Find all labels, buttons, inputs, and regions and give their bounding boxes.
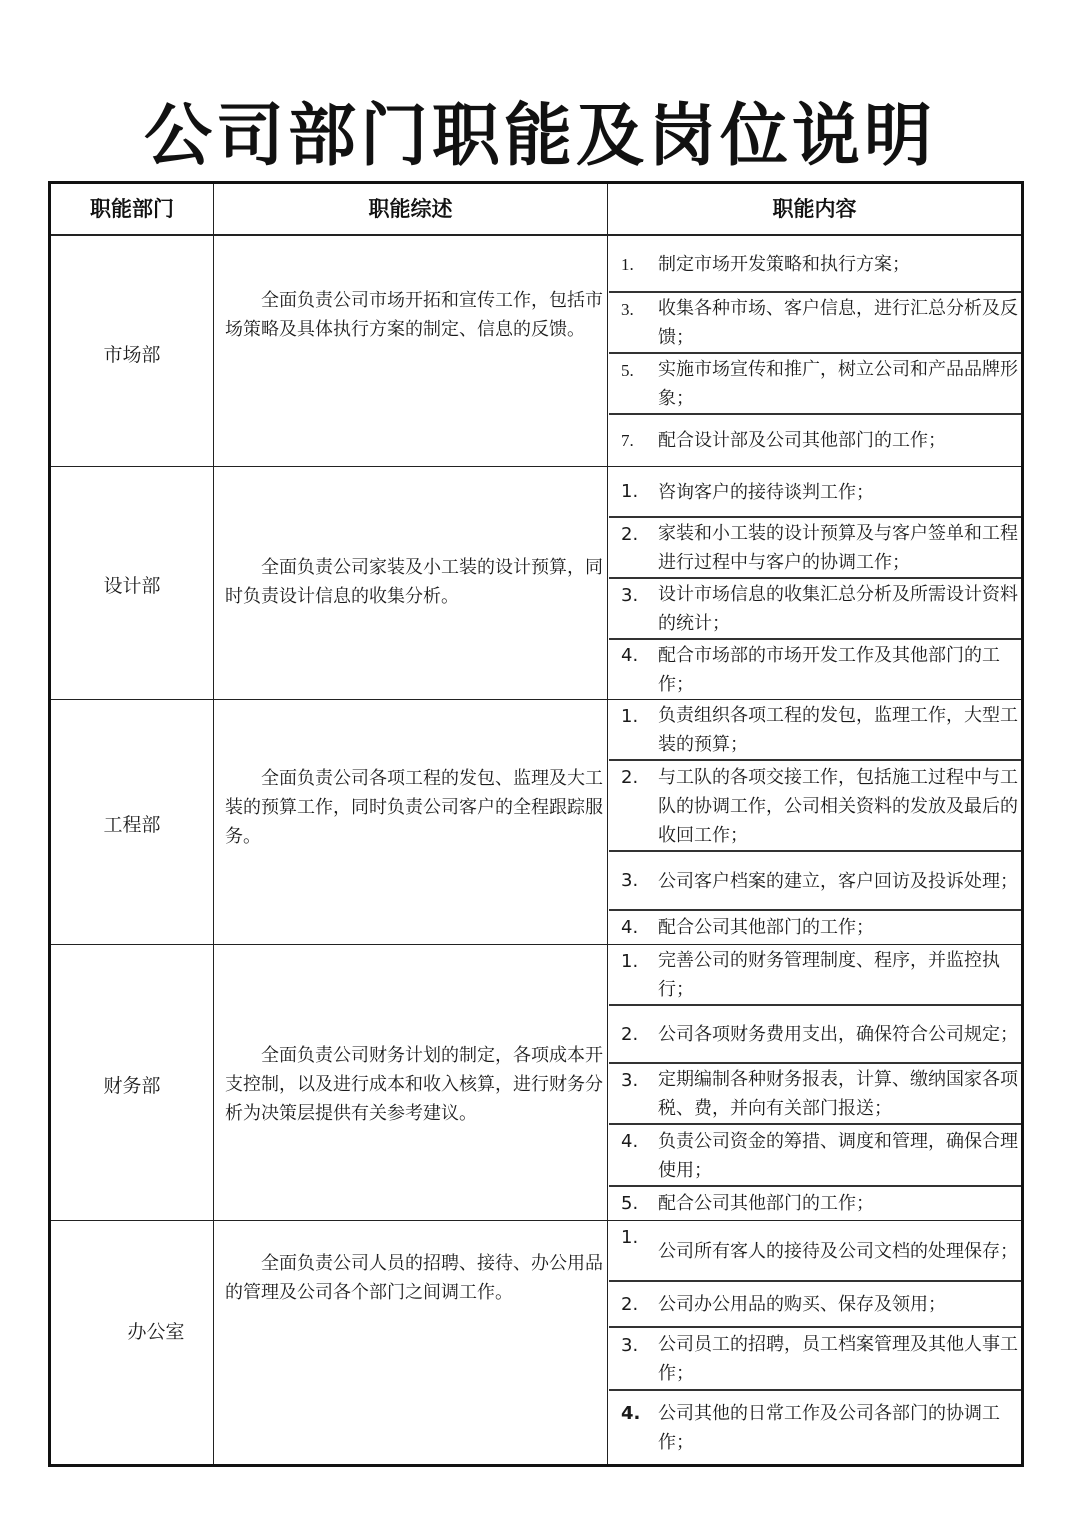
item-text: 公司所有客人的接待及公司文档的处理保存； (658, 1240, 1018, 1262)
dept-summary: 全面负责公司各项工程的发包、监理及大工装的预算工作，同时负责公司客户的全程跟踪服务。 (225, 768, 603, 847)
item-number: 3. (621, 585, 639, 606)
table-row (51, 700, 1027, 944)
duty-item (609, 467, 1021, 517)
item-text: 收集各种市场、客户信息，进行汇总分析及反馈； (658, 298, 1018, 348)
table-row (51, 1221, 1027, 1464)
duty-item (609, 518, 1021, 578)
item-number: 2. (621, 767, 639, 788)
item-number: 5. (621, 1193, 639, 1214)
table-row (51, 236, 1027, 466)
item-text: 制定市场开发策略和执行方案； (658, 253, 910, 275)
item-text: 公司各项财务费用支出，确保符合公司规定； (658, 1024, 1018, 1045)
header-content: 职能内容 (772, 197, 857, 221)
item-text: 配合市场部的市场开发工作及其他部门的工作； (658, 644, 1000, 695)
item-text: 公司其他的日常工作及公司各部门的协调工作； (658, 1402, 1000, 1453)
dept-summary: 全面负责公司人员的招聘、接待、办公用品的管理及公司各个部门之间调工作。 (225, 1253, 603, 1303)
item-number: 1. (621, 255, 634, 274)
item-text: 公司办公用品的购买、保存及领用； (658, 1294, 946, 1315)
dept-name: 设计部 (103, 575, 161, 597)
duty-item (609, 579, 1021, 639)
item-number: 4. (621, 645, 639, 666)
duty-item (609, 852, 1021, 910)
table-row (51, 945, 1027, 1220)
item-number: 3. (621, 870, 639, 891)
dept-name: 市场部 (103, 344, 161, 366)
dept-summary: 全面负责公司市场开拓和宣传工作，包括市场策略及具体执行方案的制定、信息的反馈。 (225, 290, 603, 340)
item-text: 公司客户档案的建立，客户回访及投诉处理； (658, 870, 1018, 892)
header-summary: 职能综述 (368, 197, 453, 221)
duty-item (609, 1187, 1021, 1220)
dept-name: 办公室 (127, 1321, 185, 1343)
item-text: 咨询客户的接待谈判工作； (658, 481, 874, 503)
duty-item (609, 1328, 1021, 1390)
item-number: 1. (621, 951, 639, 972)
item-number: 7. (621, 431, 634, 450)
duty-item (609, 1125, 1021, 1186)
department-table (48, 181, 1024, 1467)
item-text: 负责公司资金的筹措、调度和管理，确保合理使用； (658, 1130, 1018, 1181)
duty-item (609, 354, 1021, 414)
duty-item (609, 1391, 1021, 1464)
item-number: 1. (621, 1227, 639, 1248)
duty-item (609, 700, 1021, 760)
item-number: 1. (621, 481, 639, 502)
item-text: 配合公司其他部门的工作； (658, 1193, 874, 1214)
header-dept: 职能部门 (90, 197, 174, 221)
duty-item (609, 761, 1021, 851)
item-text: 完善公司的财务管理制度、程序，并监控执行； (658, 950, 1000, 1000)
duty-item (609, 1221, 1021, 1281)
item-text: 负责组织各项工程的发包，监理工作，大型工装的预算； (658, 705, 1018, 755)
item-text: 配合设计部及公司其他部门的工作； (658, 430, 946, 451)
duty-item (609, 1006, 1021, 1063)
duty-item (609, 1064, 1021, 1124)
dept-name: 工程部 (103, 814, 161, 836)
duty-item (609, 640, 1021, 699)
dept-summary: 全面负责公司家装及小工装的设计预算，同时负责设计信息的收集分析。 (225, 557, 603, 607)
dept-name: 财务部 (103, 1075, 161, 1097)
table-row (51, 467, 1027, 699)
item-number: 2. (621, 1024, 639, 1045)
item-number: 4. (621, 1403, 641, 1424)
item-number: 4. (621, 1131, 639, 1152)
duty-item (609, 945, 1021, 1005)
item-text: 家装和小工装的设计预算及与客户签单和工程进行过程中与客户的协调工作； (658, 523, 1018, 573)
item-number: 1. (621, 706, 639, 727)
item-number: 2. (621, 1294, 639, 1315)
item-text: 与工队的各项交接工作，包括施工过程中与工队的协调工作，公司相关资料的发放及最后的收回工作； (658, 766, 1018, 846)
item-number: 3. (621, 300, 634, 319)
duty-item (609, 236, 1021, 292)
item-number: 5. (621, 361, 634, 380)
item-number: 3. (621, 1070, 639, 1091)
item-text: 定期编制各种财务报表，计算、缴纳国家各项税、费，并向有关部门报送； (658, 1069, 1018, 1119)
item-number: 3. (621, 1335, 639, 1356)
duty-item (609, 1282, 1021, 1327)
dept-summary: 全面负责公司财务计划的制定，各项成本开支控制，以及进行成本和收入核算，进行财务分析为决策层提供有关参考建议。 (225, 1045, 603, 1124)
item-text: 实施市场宣传和推广，树立公司和产品品牌形象； (658, 359, 1018, 409)
duty-item (609, 911, 1021, 944)
item-text: 公司员工的招聘，员工档案管理及其他人事工作； (658, 1334, 1018, 1384)
duty-item (609, 415, 1021, 466)
table-header-row (51, 184, 1027, 234)
item-text: 配合公司其他部门的工作； (658, 917, 874, 938)
item-number: 4. (621, 917, 639, 938)
item-text: 设计市场信息的收集汇总分析及所需设计资料的统计； (658, 584, 1018, 634)
duty-item (609, 293, 1021, 353)
item-number: 2. (621, 524, 639, 545)
page-title: 公司部门职能及岗位说明 (143, 97, 936, 176)
